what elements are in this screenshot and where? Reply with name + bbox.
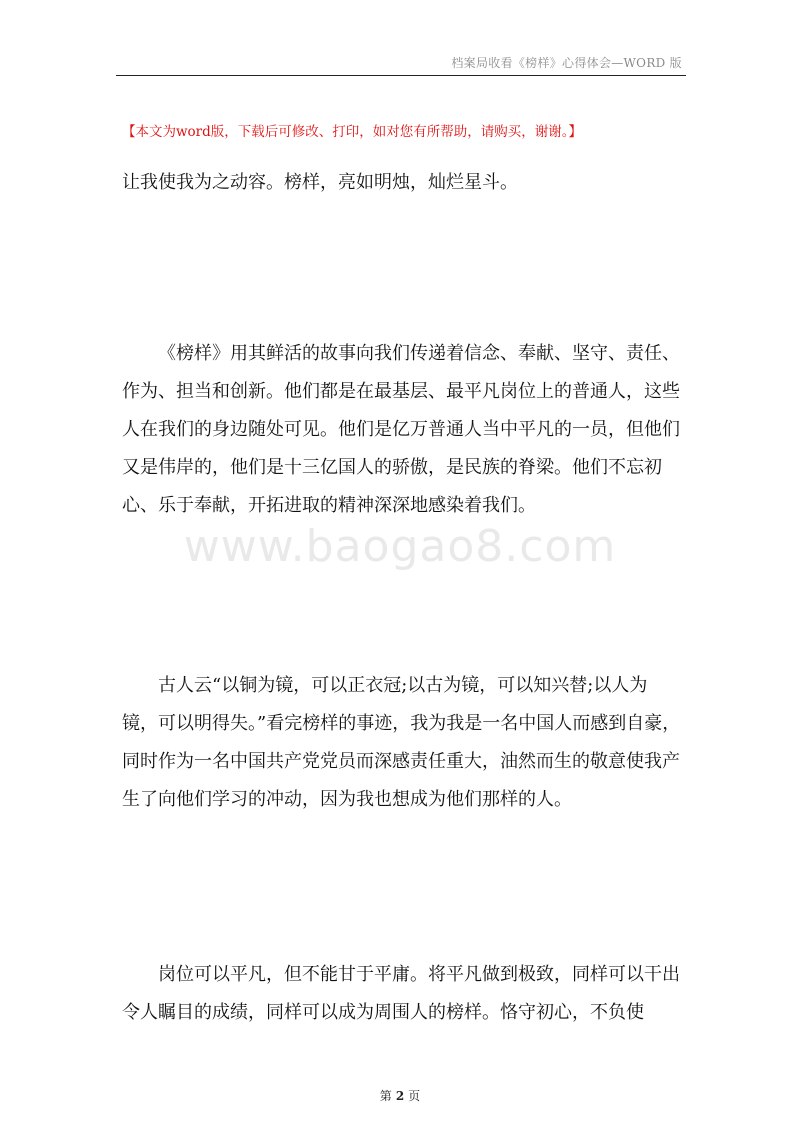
header-divider — [116, 75, 686, 76]
page-number: 2 — [395, 1089, 405, 1103]
purchase-notice: 【本文为word版，下载后可修改、打印，如对您有所帮助，请购买，谢谢。】 — [122, 124, 583, 140]
header-title: 档案局收看《榜样》心得体会—WORD 版 — [451, 56, 682, 70]
footer-prefix: 第 — [379, 1089, 392, 1103]
paragraph-3: 古人云“以铜为镜，可以正衣冠;以古为镜，可以知兴替;以人为镜，可以明得失。”看完榜样的事迹，我为我是一名中国人而感到自豪，同时作为一名中国共产党党员而深感责任重大，油然而生的敬意使我产生了向他们学习的冲动，因为我也想成为他们那样的人。 — [122, 675, 681, 810]
paragraph-4: 岗位可以平凡，但不能甘于平庸。将平凡做到极致，同样可以干出令人瞩目的成绩，同样可以成为周围人的榜样。恪守初心，不负使 — [122, 964, 680, 1023]
paragraph-1: 让我使我为之动容。榜样，亮如明烛，灿烂星斗。 — [122, 172, 518, 193]
paragraph-2: 《榜样》用其鲜活的故事向我们传递着信念、奉献、坚守、责任、作为、担当和创新。他们都是在最基层、最平凡岗位上的普通人，这些人在我们的身边随处可见。他们是亿万普通人当中平凡的一员，但他们又是伟岸的，他们是十三亿国人的骄傲，是民族的脊梁。他们不忘初心、乐于奉献，开拓进取的精神深深地感染着我们。 — [122, 343, 680, 516]
page-footer — [0, 1087, 800, 1104]
watermark: www.baogao8.com — [183, 521, 617, 572]
footer-suffix: 页 — [408, 1089, 421, 1103]
